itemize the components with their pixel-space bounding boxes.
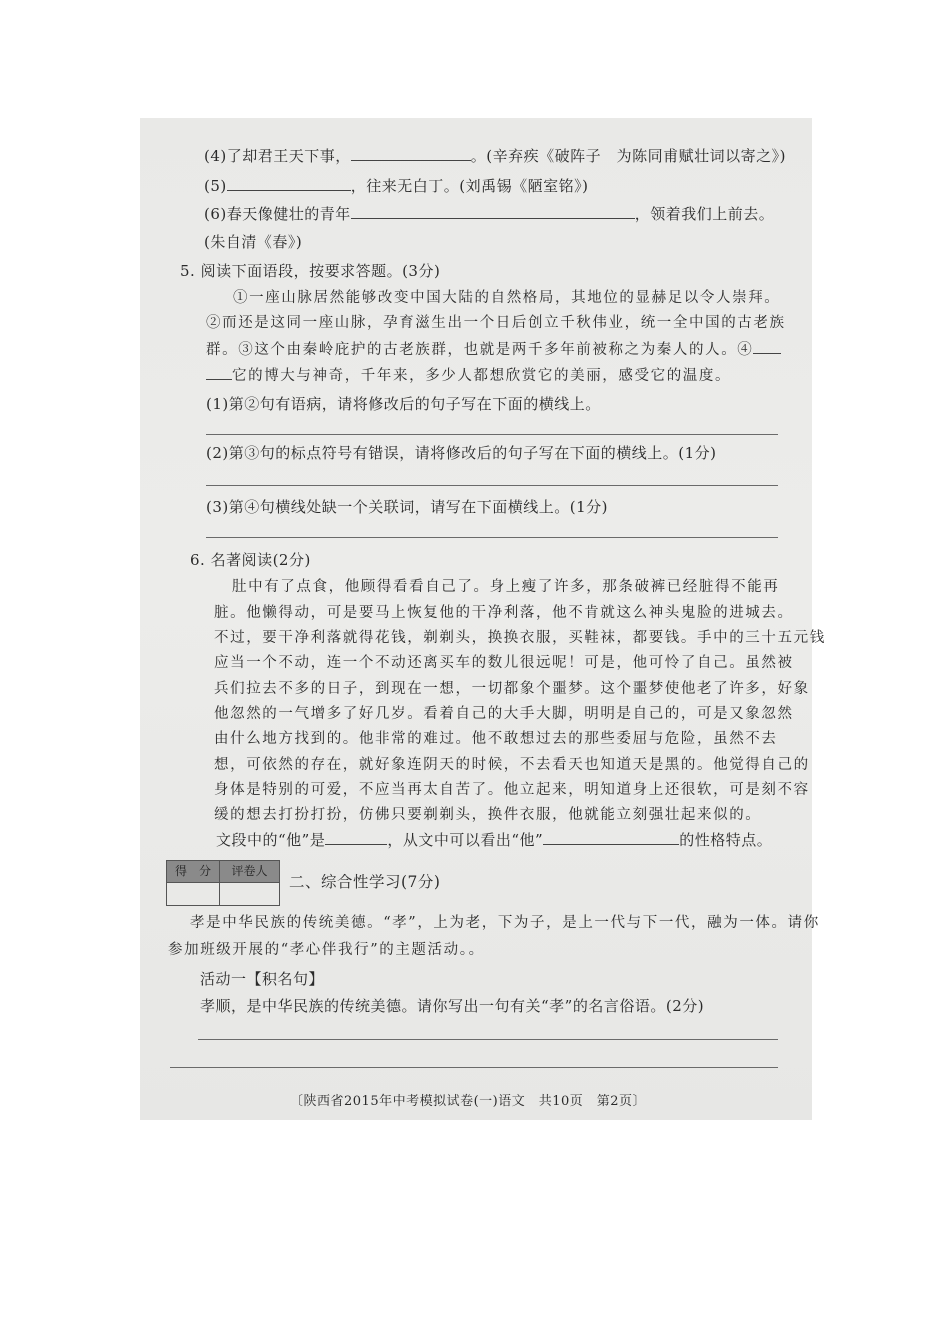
activity1-answer-line[interactable]	[198, 1039, 778, 1040]
q6-passage-line: 缓的想去打扮打扮，仿佛只要剃剃头，换件衣服，他就能立刻强壮起来似的。	[214, 807, 762, 823]
q5-passage-line	[206, 339, 781, 360]
q5-passage-line: ①一座山脉居然能够改变中国大陆的自然格局，其地位的显赫足以令人崇拜。	[233, 290, 781, 306]
q5-passage-line: ②而还是这同一座山脉，孕育滋生出一个日后创立千秋伟业，统一全中国的古老族	[206, 315, 786, 331]
q6-question-suffix: 的性格特点。	[679, 831, 773, 849]
q4-item-4-blank[interactable]	[351, 146, 471, 161]
q5-title: 5. 阅读下面语段，按要求答题。(3分)	[180, 262, 441, 280]
q5-passage-text: 群。③这个由秦岭庇护的古老族群，也就是两千多年前被称之为秦人的人。④	[206, 342, 754, 358]
q6-passage-line: 兵们拉去不多的日子，到现在一想，一切都象个噩梦。这个噩梦使他老了许多，好象	[214, 681, 810, 697]
q5-passage-line	[206, 365, 731, 386]
activity1-answer-line-2[interactable]	[170, 1067, 778, 1068]
page-footer: 〔陕西省2015年中考模拟试卷(一)语文 共10页 第2页〕	[290, 1094, 647, 1109]
q4-item-6-suffix: ，领着我们上前去。	[634, 205, 775, 223]
score-label: 得 分	[174, 864, 211, 878]
q6-character-blank[interactable]	[325, 830, 387, 845]
q5-sub3-answer-line[interactable]	[206, 537, 778, 538]
score-table	[166, 860, 280, 906]
q4-item-5-blank[interactable]	[227, 176, 351, 191]
grader-label: 评卷人	[231, 864, 268, 878]
q5-sub3: (3)第④句横线处缺一个关联词，请写在下面横线上。(1分)	[206, 498, 608, 516]
q6-title: 6. 名著阅读(2分)	[190, 551, 311, 569]
activity1-title: 活动一【积名句】	[200, 970, 325, 988]
q4-item-4-source: 。(辛弃疾《破阵子 为陈同甫赋壮词以寄之》)	[470, 147, 786, 165]
section2-intro-line: 参加班级开展的“孝心伴我行”的主题活动。。	[168, 942, 485, 958]
q6-passage-line: 肚中有了点食，他顾得看看自己了。身上瘦了许多，那条破裤已经脏得不能再	[232, 579, 780, 595]
q5-sub1-answer-line[interactable]	[206, 434, 778, 435]
q5-connective-blank[interactable]	[753, 339, 781, 354]
q4-item-4	[204, 146, 786, 166]
q6-passage-line: 他忽然的一气增多了好几岁。看着自己的大手大脚，明明是自己的，可是又象忽然	[214, 706, 794, 722]
q5-passage-text: 它的博大与神奇，千年来，多少人都想欣赏它的美丽，感受它的温度。	[232, 368, 732, 384]
q6-question-mid: ，从文中可以看出“他”	[387, 831, 544, 849]
q4-item-5	[204, 176, 588, 196]
q4-item-6	[204, 204, 774, 224]
section2-title: 二、综合性学习(7分)	[289, 873, 441, 891]
q6-passage-line: 身体是特别的可爱，不应当再太自苦了。他立起来，明知道身上还很软，可是刻不容	[214, 782, 810, 798]
q6-passage-line: 脏。他懒得动，可是要马上恢复他的干净利落，他不肯就这么神头鬼脸的进城去。	[214, 605, 794, 621]
q5-sub1: (1)第②句有语病，请将修改后的句子写在下面的横线上。	[206, 395, 601, 413]
q6-passage-line: 由什么地方找到的。他非常的难过。他不敢想过去的那些委屈与危险，虽然不去	[214, 731, 778, 747]
q6-question-prefix: 文段中的“他”是	[216, 831, 326, 849]
q4-item-4-prefix: (4)了却君王天下事，	[204, 147, 351, 165]
q4-item-5-source: ，往来无白丁。(刘禹锡《陋室铭》)	[350, 177, 589, 195]
q4-item-6-source: (朱自清《春》)	[204, 233, 303, 251]
q5-sub2: (2)第③句的标点符号有错误，请将修改后的句子写在下面的横线上。(1分)	[206, 444, 717, 462]
score-table-divider	[219, 861, 220, 905]
q4-item-6-prefix: (6)春天像健壮的青年	[204, 205, 351, 223]
section2-intro-line: 孝是中华民族的传统美德。“孝”，上为老，下为子，是上一代与下一代，融为一体。请你	[190, 915, 820, 931]
q6-passage-line: 想，可依然的存在，就好象连阴天的时候，不去看天也知道天是黑的。他觉得自己的	[214, 757, 810, 773]
q4-item-6-blank[interactable]	[351, 204, 635, 219]
q6-passage-line: 不过，要干净利落就得花钱，剃剃头，换换衣服，买鞋袜，都要钱。手中的三十五元钱	[214, 630, 826, 646]
q5-connective-blank-cont[interactable]	[206, 365, 232, 380]
q4-item-5-prefix: (5)	[204, 177, 227, 195]
q6-question	[216, 830, 772, 850]
q6-trait-blank[interactable]	[543, 830, 679, 845]
activity1-question: 孝顺，是中华民族的传统美德。请你写出一句有关“孝”的名言俗语。(2分)	[200, 997, 705, 1015]
q5-sub2-answer-line[interactable]	[206, 485, 778, 486]
q6-passage-line: 应当一个不动，连一个不动还离买车的数儿很远呢！可是，他可怜了自己。虽然被	[214, 655, 794, 671]
